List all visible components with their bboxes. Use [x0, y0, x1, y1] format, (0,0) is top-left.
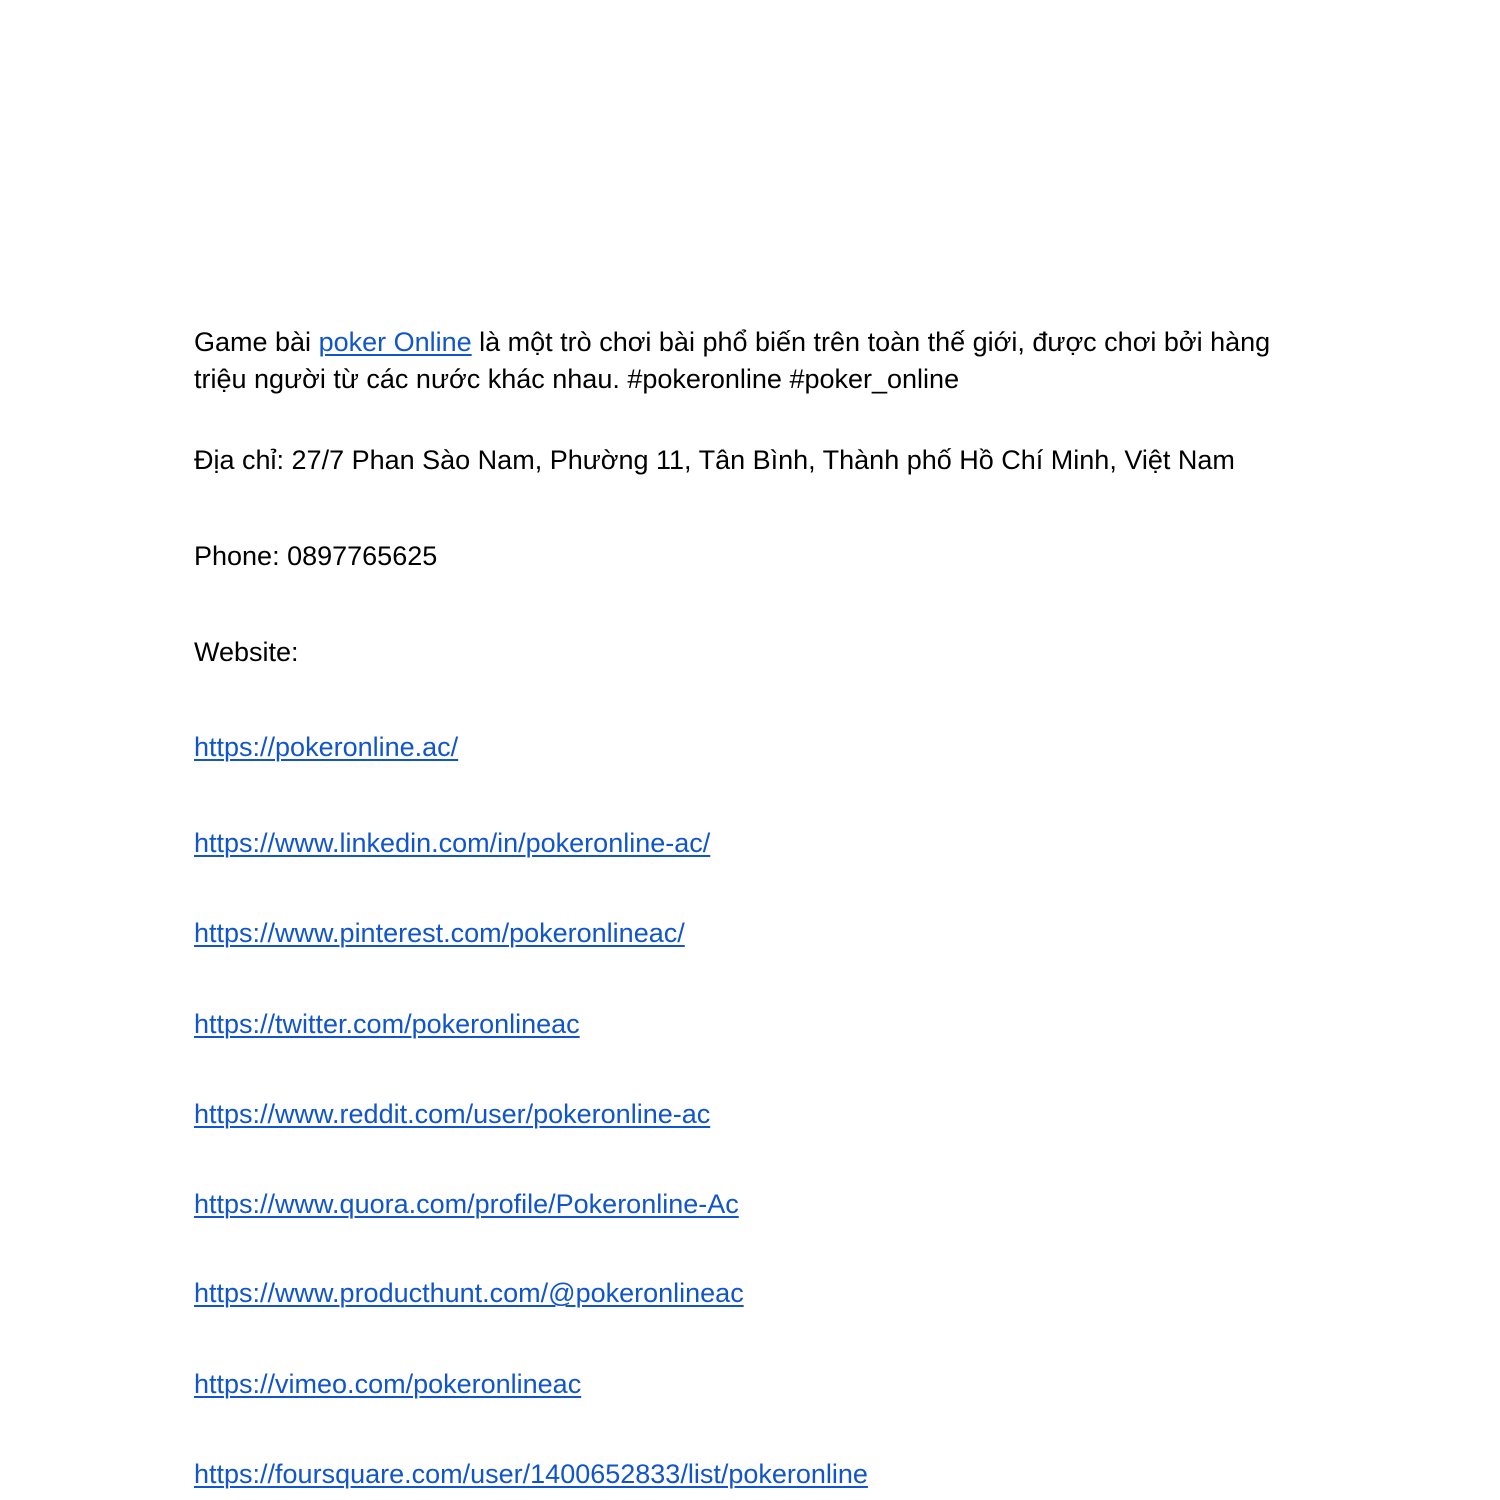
reddit-link[interactable]: https://www.reddit.com/user/pokeronline-ac [194, 1099, 711, 1129]
foursquare-link[interactable]: https://foursquare.com/user/1400652833/list/pokeronline [194, 1459, 868, 1489]
linkedin-link[interactable]: https://www.linkedin.com/in/pokeronline-ac/ [194, 828, 711, 858]
phone-text: Phone: 0897765625 [194, 541, 438, 571]
pokeronline-site-link[interactable]: https://pokeronline.ac/ [194, 732, 459, 762]
link-row [194, 1186, 739, 1223]
twitter-link[interactable]: https://twitter.com/pokeronlineac [194, 1009, 580, 1039]
intro-suffix: là một trò chơi bài phổ biến trên toàn thế giới, được chơi bởi hàng [471, 327, 1271, 357]
producthunt-link[interactable]: https://www.producthunt.com/@pokeronlineac [194, 1278, 744, 1308]
intro-line-1 [194, 324, 1270, 361]
intro-line-2: triệu người từ các nước khác nhau. #pokeronline #poker_online [194, 364, 960, 394]
website-label: Website: [194, 637, 299, 667]
address-text: Địa chỉ: 27/7 Phan Sào Nam, Phường 11, Tân Bình, Thành phố Hồ Chí Minh, Việt Nam [194, 445, 1235, 475]
link-row [194, 1275, 744, 1312]
link-row [194, 1366, 581, 1403]
link-row [194, 1456, 868, 1493]
vimeo-link[interactable]: https://vimeo.com/pokeronlineac [194, 1369, 582, 1399]
link-row [194, 915, 685, 952]
link-row [194, 825, 710, 862]
poker-online-link[interactable]: poker Online [318, 327, 472, 357]
link-row [194, 1006, 580, 1043]
pinterest-link[interactable]: https://www.pinterest.com/pokeronlineac/ [194, 918, 685, 948]
link-row [194, 729, 458, 766]
quora-link[interactable]: https://www.quora.com/profile/Pokeronline-Ac [194, 1189, 739, 1219]
link-row [194, 1096, 710, 1133]
intro-prefix: Game bài [194, 327, 319, 357]
